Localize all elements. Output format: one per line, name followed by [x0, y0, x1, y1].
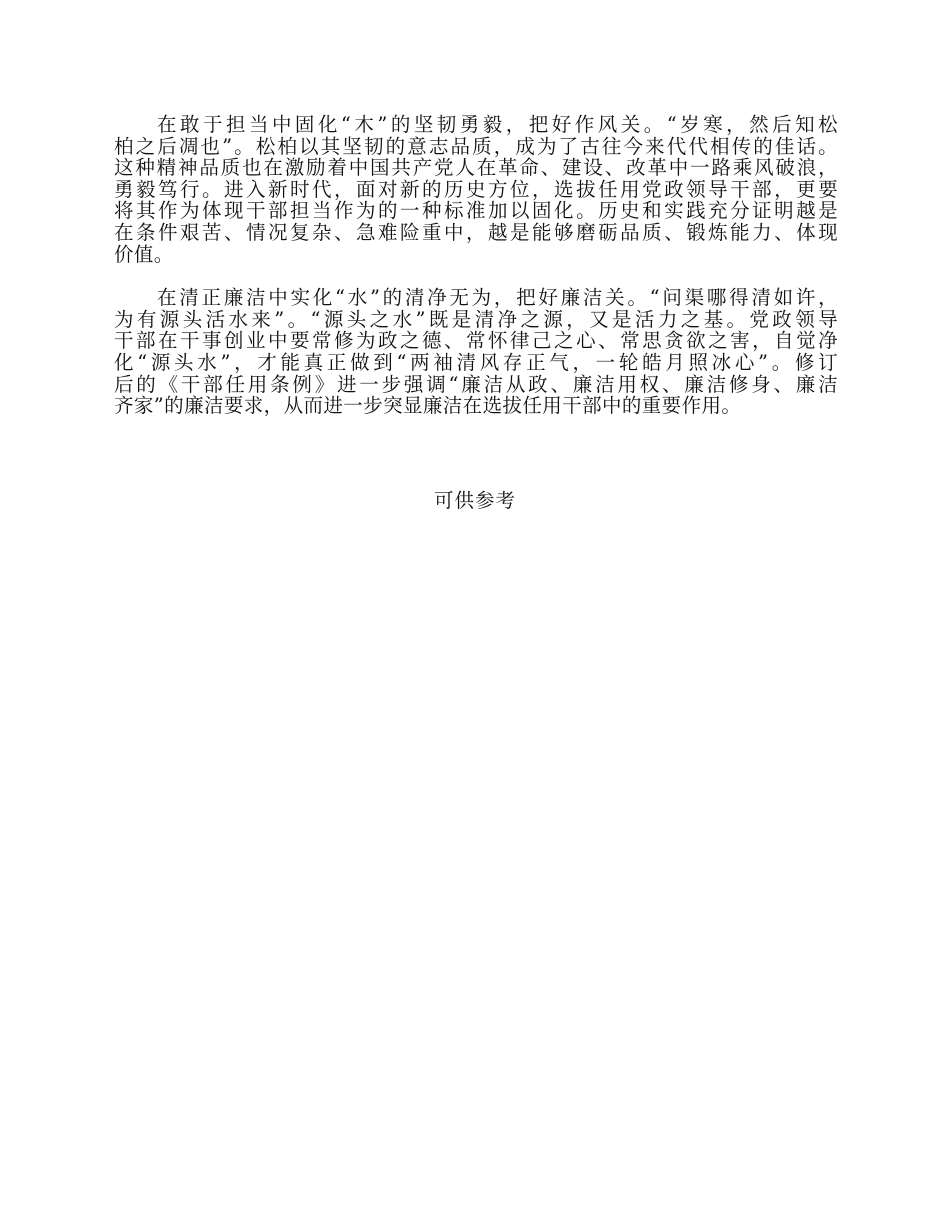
- paragraph-line: 这种精神品质也在激励着中国共产党人在革命、建设、改革中一路乘风破浪，: [114, 156, 838, 180]
- paragraph-line: 齐家”的廉洁要求，从而进一步突显廉洁在选拔任用干部中的重要作用。: [114, 394, 742, 418]
- paragraph-line: 柏之后凋也”。松柏以其坚韧的意志品质，成为了古往今来代代相传的佳话。: [114, 134, 838, 158]
- paragraph-line: 化“源头水”，才能真正做到“两袖清风存正气，一轮皓月照冰心”。修订: [114, 350, 838, 374]
- document-body: [114, 114, 838, 417]
- paragraph-1: [114, 114, 838, 265]
- paragraph-line: 为有源头活水来”。“源头之水”既是清净之源，又是活力之基。党政领导: [114, 307, 838, 331]
- paragraph-line: 干部在干事创业中要常修为政之德、常怀律己之心、常思贪欲之害，自觉净: [114, 329, 838, 353]
- paragraph-line: 将其作为体现干部担当作为的一种标准加以固化。历史和实践充分证明越是: [114, 199, 838, 223]
- paragraph-line: 后的《干部任用条例》进一步强调“廉洁从政、廉洁用权、廉洁修身、廉洁: [114, 372, 838, 396]
- paragraph-line: 在条件艰苦、情况复杂、急难险重中，越是能够磨砺品质、锻炼能力、体现: [114, 220, 838, 244]
- paragraph-2: [114, 287, 838, 417]
- paragraph-line: 价值。: [114, 242, 174, 266]
- paragraph-line: 在敢于担当中固化“木”的坚韧勇毅，把好作风关。“岁寒，然后知松: [157, 113, 838, 136]
- paragraph-line: 在清正廉洁中实化“水”的清净无为，把好廉洁关。“问渠哪得清如许，: [157, 286, 838, 310]
- footer-note: 可供参考: [433, 489, 516, 512]
- paragraph-spacer: [114, 265, 838, 287]
- paragraph-line: 勇毅笃行。进入新时代，面对新的历史方位，选拔任用党政领导干部，更要: [114, 177, 838, 201]
